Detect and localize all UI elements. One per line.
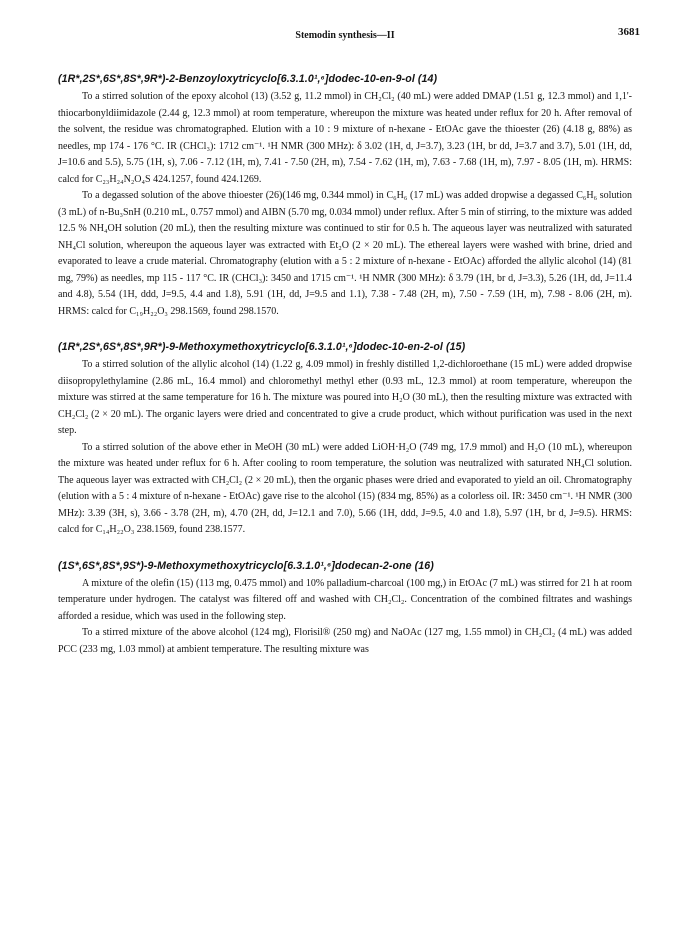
paragraph: To a stirred mixture of the above alcohol (124 mg), Florisil® (250 mg) and NaOAc (127 mg, 1.55 mmol) in CH₂Cl₂ (4 mL) was added PCC (233 mg, 1.03 mmol) at ambient temperature. The resulting mixture was [58,627,632,655]
paragraph: To a stirred solution of the allylic alcohol (14) (1.22 g, 4.09 mmol) in freshly distilled 1,2-dichloroethane (15 mL) were added dropwise diisopropylethylamine (2.86 mL, 16.4 mmol) and chloromethyl methyl ether (0.93 mL, 12.3 mmol) at room temperature, whereupon the mixture was stirred at the same temperature for 16 h. The mixture was poured into H₂O (30 mL), then the resulting mixture was extracted with CH₂Cl₂ (2 × 20 mL). The organic layers were dried and concentrated to give a crude product, which without purification was used in the next step. [58,359,632,436]
page-header [58,26,640,44]
running-title: Stemodin synthesis—II [295,30,395,41]
section-compound-14 [58,72,632,320]
paragraph: To a stirred solution of the epoxy alcohol (13) (3.52 g, 11.2 mmol) in CH₂Cl₂ (40 mL) were added DMAP (1.51 g, 12.3 mmol) and 1,1'-thiocarbonyldiimidazole (2.44 g, 12.3 mmol) at room temperature, whereupon the mixture was heated under reflux for 20 h. After removal of the solvent, the residue was chromatographed. Elution with a 10 : 9 mixture of n-hexane - EtOAc gave the thioester (26) (4.18 g, 88%) as needles, mp 174 - 176 °C. IR (CHCl₃): 1712 cm⁻¹. ¹H NMR (300 MHz): δ 3.02 (1H, d, J=3.7), 3.23 (1H, br dd, J=3.7 and 3.7), 5.01 (1H, dd, J=10.6 and 5.5), 5.75 (1H, s), 7.06 - 7.12 (1H, m), 7.41 - 7.50 (2H, m), 7.54 - 7.62 (1H, m), 7.63 - 7.68 (1H, m), 7.97 - 8.05 (1H, m). HRMS: calcd for C₂₃H₂₄N₂O₄S 424.1257, found 424.1269. [58,91,632,185]
section-heading: (1S*,6S*,8S*,9S*)-9-Methoxymethoxytricyclo[6.3.1.0¹,⁶]dodecan-2-one (16) [58,559,434,572]
section-heading: (1R*,2S*,6S*,8S*,9R*)-2-Benzoyloxytricyclo[6.3.1.0¹,⁶]dodec-10-en-9-ol (14) [58,73,438,85]
section-compound-16 [58,559,632,659]
page-body [58,72,632,658]
paragraph: To a stirred solution of the above ether in MeOH (30 mL) were added LiOH·H₂O (749 mg, 17.9 mmol) and H₂O (10 mL), whereupon the mixture was heated under reflux for 6 h. After cooling to room temperature, the solution was neutralized with saturated NH₄Cl solution. The aqueous layer was extracted with CH₂Cl₂ (2 × 20 mL), then the organic phases were dried and evaporated to yield an oil. Chromatography (elution with a 5 : 4 mixture of n-hexane - EtOAc) gave rise to the alcohol (15) (834 mg, 85%) as a colorless oil. IR: 3450 cm⁻¹. ¹H NMR (300 MHz): 3.39 (3H, s), 3.66 - 3.78 (2H, m), 4.70 (2H, dd, J=12.1 and 7.0), 5.66 (1H, ddd, J=9.5, 4.0 and 1.8), 5.97 (1H, br d, J=9.5). HRMS: calcd for C₁₄H₂₂O₃ 238.1569, found 238.1577. [58,441,632,535]
paragraph: To a degassed solution of the above thioester (26)(146 mg, 0.344 mmol) in C₆H₆ (17 mL) was added dropwise a degassed C₆H₆ solution (3 mL) of n-Bu₃SnH (0.210 mL, 0.757 mmol) and AIBN (5.70 mg, 0.034 mmol) under reflux. After 5 min of stirring, to the mixture was added 12.5 % NH₄OH solution (20 mL), then the resulting mixture was continued to stir for 0.5 h. The aqueous layer was neutralized with saturated NH₄Cl solution, whereupon the aqueous layer was extracted with Et₂O (2 × 20 mL). The ethereal layers were washed with brine, dried and evaporated to leave a crude material. Chromatography (elution with a 5 : 2 mixture of n-hexane - EtOAc) afforded the allylic alcohol (14) (81 mg, 79%) as needles, mp 115 - 117 °C. IR (CHCl₃): 3450 and 1715 cm⁻¹. ¹H NMR (300 MHz): δ 3.79 (1H, br d, J=3.3), 5.26 (1H, dd, J=11.4 and 4.8), 5.54 (1H, ddd, J=9.5, 4.4 and 1.8), 5.91 (1H, dd, J=9.5 and 1.1), 7.38 - 7.48 (2H, m), 7.50 - 7.59 (1H, m), 7.98 - 8.06 (2H, m). HRMS: calcd for C₁₉H₂₂O₃ 298.1569, found 298.1570. [58,190,632,317]
section-compound-15 [58,340,632,539]
page-number: 3681 [618,26,640,38]
paragraph: A mixture of the olefin (15) (113 mg, 0.475 mmol) and 10% palladium-charcoal (100 mg,) in EtOAc (7 mL) was stirred for 21 h at room temperature under hydrogen. The catalyst was filtered off and washed with CH₂Cl₂. Concentration of the combined filtrates and washings afforded a residue, which was used in the following step. [58,577,632,622]
section-heading: (1R*,2S*,6S*,8S*,9R*)-9-Methoxymethoxytricyclo[6.3.1.0¹,⁶]dodec-10-en-2-ol (15) [58,341,466,353]
